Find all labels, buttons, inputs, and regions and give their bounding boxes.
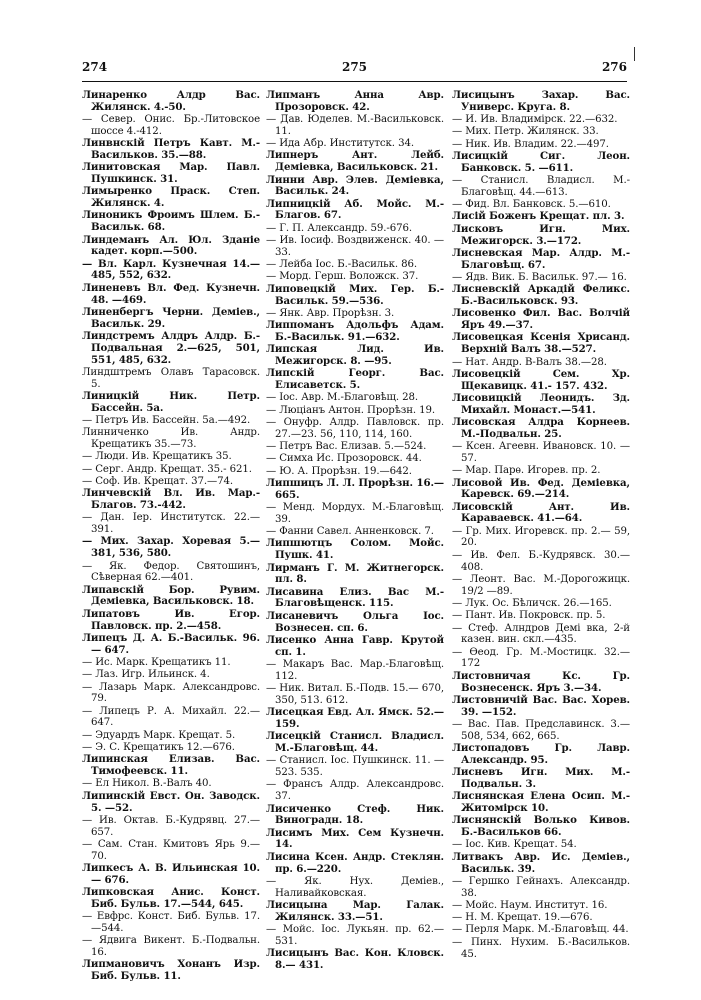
directory-entry: — Мойс. Іос. Лукьян. пр. 62.— 531. xyxy=(266,923,444,947)
directory-entry: Лисицынъ Захар. Вас. Универс. Круга. 8. xyxy=(452,90,630,113)
directory-entry: — Гр. Мих. Игоревск. пр. 2.— 59, 20. xyxy=(452,525,630,549)
directory-entry: — Серг. Андр. Крещат. 35.- 621. xyxy=(82,463,252,475)
directory-entry: — Як. Нух. Деміев., Наливайковская. xyxy=(266,875,444,899)
directory-entry: Липецъ Д. А. Б.-Васильк. 96.— 647. xyxy=(82,631,260,656)
directory-entry: — Люціанъ Антон. Прорѣзн. 19. xyxy=(266,404,436,416)
directory-entry: Линвнскій Петръ Кавт. М.-Васильков. 35.—88. xyxy=(82,137,260,161)
directory-entry: Линни Авр. Элев. Деміевка, Васильк. 24. xyxy=(266,173,444,198)
directory-entry: Листовничій Вас. Вас. Хорев. 39. —152. xyxy=(452,693,630,718)
directory-entry: — Симха Ис. Прозоровск. 44. xyxy=(266,453,422,465)
directory-entry: Лисневская Мар. Алдр. М.-Благовѣщ. 67. xyxy=(452,246,630,271)
directory-entry: — Ксен. Агеевн. Ивановск. 10. —57. xyxy=(452,441,630,464)
directory-entry: — Идa Абр. Институтск. 34. xyxy=(266,138,414,150)
directory-entry: Лисаневичъ Ольга Іос. Вознесен. сп. 6. xyxy=(266,609,444,634)
margin-mark xyxy=(634,47,635,61)
directory-entry: — Франсъ Алдр. Александровс. 37. xyxy=(266,779,444,803)
directory-entry: Лисицына Мар. Галак. Жилянск. 33.—51. xyxy=(266,898,444,923)
directory-entry: — Станисл. Іос. Пушкинск. 11. —523. 535. xyxy=(266,755,444,779)
directory-entry: — Вл. Карл. Кузнечная 14.—485, 552, 632. xyxy=(82,257,260,282)
directory-entry: Лисицынъ Вас. Кон. Кловск. 8.— 431. xyxy=(266,947,444,971)
directory-entry: — Ник. Ив. Владим. 22.—497. xyxy=(452,138,609,150)
directory-entry: Линдштремъ Олавъ Тарасовск. 5. xyxy=(82,366,260,390)
directory-entry: — Сам. Стан. Кмитовъ Ярь 9.— 70. xyxy=(82,838,260,862)
directory-entry: Липавскій Бор. Рувим. Деміевка, Васильковск. 18. xyxy=(82,583,260,608)
directory-entry: Линниченко Ив. Андр. Крещатикъ 35.—73. xyxy=(82,427,260,451)
page-number-right: 276 xyxy=(601,60,627,74)
directory-entry: Лисій Боженъ Крещат. пл. 3. xyxy=(452,210,625,223)
directory-entry: Липманъ Анна Авр. Прозоровск. 42. xyxy=(266,90,444,113)
directory-entry: Лисавина Елиз. Вас М.-Благовѣщенск. 115. xyxy=(266,585,444,610)
directory-entry: Лисовецкій Сем. Хр. Щекавицк. 41.- 157. 432. xyxy=(452,367,630,392)
directory-entry: — Соф. Ив. Крещат. 37.—74. xyxy=(82,476,233,487)
directory-entry: — Ѳеод. Гр. М.-Мостицк. 32.— 172 xyxy=(452,646,630,670)
directory-entry: Линенбергъ Черни. Деміев., Васильк. 29. xyxy=(82,305,260,330)
directory-entry: — Менд. Мордух. М.-Благовѣщ. 39. xyxy=(266,502,444,525)
directory-entry: — Г. П. Александр. 59.-676. xyxy=(266,222,413,234)
directory-entry: — Як. Федор. Святошинъ, Сѣверная 62.—401. xyxy=(82,560,260,584)
directory-entry: — Э. С. Крещатикъ 12.—676. xyxy=(82,742,235,754)
directory-entry: Липшицъ Л. Л. Прорѣзн. 16.— 665. xyxy=(266,477,444,501)
header-rule xyxy=(82,81,627,82)
directory-entry: — Мар. Парѳ. Игорев. пр. 2. xyxy=(452,465,601,477)
page-number-left: 274 xyxy=(82,60,108,74)
directory-entry: — Люди. Ив. Крещатикъ 35. xyxy=(82,451,232,463)
directory-entry: — Перля Марк. М.-Благовѣщ. 44. xyxy=(452,924,629,936)
directory-entry: — Лазарь Марк. Александровс. 79. xyxy=(82,681,260,705)
directory-entry: — Ив. Фел. Б.-Кудрявск. 30.— 408. xyxy=(452,549,630,573)
directory-entry: — Іос. Авр. М.-Благовѣщ. 28. xyxy=(266,392,419,404)
directory-entry: — Фид. Вл. Банковск. 5.—610. xyxy=(452,199,611,211)
directory-entry: Лисовская Алдра Корнеев. М.-Подвальн. 25. xyxy=(452,416,630,440)
directory-entry: — Мойс. Наум. Институт. 16. xyxy=(452,899,608,911)
directory-entry: — Мих. Захар. Хоревая 5.— 381, 536, 580. xyxy=(82,535,260,560)
directory-entry: Липинская Елизав. Вас. Тимофеевск. 11. xyxy=(82,753,260,778)
page-number-center: 275 xyxy=(341,60,368,74)
directory-entry: Лисенко Анна Гавр. Крутой сп. 1. xyxy=(266,633,444,658)
directory-entry: — Гершко Гейнахъ. Александр. 38. xyxy=(452,875,630,899)
directory-entry: Линеневъ Вл. Фед. Кузнечн. 48. —469. xyxy=(82,281,260,306)
directory-entry: Литвакъ Авр. Ис. Деміев., Васильк. 39. xyxy=(452,850,630,875)
directory-entry: — Мих. Петр. Жилянск. 33. xyxy=(452,126,599,138)
directory-entry: Лисовой Ив. Фед. Деміевка, Каревск. 69.—214. xyxy=(452,476,630,501)
directory-entry: Лисиченко Стеф. Ник. Виноградн. 18. xyxy=(266,802,444,827)
directory-entry: Лисимъ Мих. Сем Кузнечн. 14. xyxy=(266,826,444,851)
directory-entry: Лимыренко Праск. Степ. Жилянск. 4. xyxy=(82,185,260,210)
directory-entry: — Евфрс. Конст. Биб. Бульв. 17. —544. xyxy=(82,911,260,934)
directory-entry: Лисецкій Станисл. Владисл. М.-Благовѣщ. 44. xyxy=(266,730,444,755)
directory-entry: — Іос. Кив. Крещат. 54. xyxy=(452,839,577,851)
directory-entry: Линчевскій Вл. Ив. Мар.-Благов. 73.-442. xyxy=(82,487,260,512)
directory-entry: — Лейба Іос. Б.-Васильк. 86. xyxy=(266,259,418,271)
directory-entry: Линицкій Ник. Петр. Бассейн. 5а. xyxy=(82,389,260,414)
directory-entry: — Ядвига Викент. Б.-Подвальн. 16. xyxy=(82,935,260,959)
directory-entry: — Н. М. Крещат. 19.—676. xyxy=(452,912,593,924)
directory-entry: — Ив. Іосиф. Воздвиженск. 40. —33. xyxy=(266,235,444,258)
directory-entry: — И. Ив. Владимірск. 22.—632. xyxy=(452,114,618,126)
directory-entry: Лисовенко Фил. Вас. Волчій Яръ 49.—37. xyxy=(452,307,630,332)
directory-entry: Линаренко Алдр Вас. Жилянск. 4.-50. xyxy=(82,90,260,113)
directory-entry: — Ив. Октав. Б.-Кудрявц. 27.— 657. xyxy=(82,814,260,838)
directory-entry: Лирманъ Г. М. Житнегорск. пл. 8. xyxy=(266,561,444,586)
directory-entry: — Морд. Герш. Воложск. 37. xyxy=(266,271,419,283)
directory-entry: Липская Лид. Ив. Межигорск. 8. —95. xyxy=(266,343,444,368)
directory-entry: Лисневскій Аркадій Феликс. Б.-Васильковск. 93. xyxy=(452,283,630,308)
directory-entry: — Ю. А. Прорѣзн. 19.—642. xyxy=(266,465,412,477)
directory-entry: — Пинх. Нухим. Б.-Васильков. 45. xyxy=(452,936,630,960)
directory-entry: Лисовицкій Леонидъ. Зд. Михайл. Монаст.—541. xyxy=(452,391,630,416)
directory-entry: — Пант. Ив. Покровск. пр. 5. xyxy=(452,610,606,622)
column-right xyxy=(452,90,630,990)
directory-entry: — Дав. Юделев. М.-Васильковск. 11. xyxy=(266,114,444,137)
directory-entry: — Нат. Андр. В-Валъ 38.—28. xyxy=(452,356,607,368)
directory-columns xyxy=(82,90,630,990)
directory-entry: — Янк. Авр. Прорѣзн. 3. xyxy=(266,307,395,319)
directory-entry: — Стеф. Алндров Демі вка, 2-й казен. вин. скл.—435. xyxy=(452,622,630,646)
directory-entry: Лисецкая Евд. Ал. Ямск. 52.— 159. xyxy=(266,706,444,730)
directory-entry: Лисина Ксен. Андр. Стеклян. пр. 6.—220. xyxy=(266,850,444,875)
directory-entry: Липатовъ Ив. Егор. Павловск. пр. 2.—458. xyxy=(82,607,260,632)
directory-entry: Линдеманъ Ал. Юл. Зданіе кадет. корп.—500. xyxy=(82,233,260,258)
directory-entry: — Петръ Вас. Елизав. 5.—524. xyxy=(266,441,427,453)
directory-entry: — Фанни Савел. Анненковск. 7. xyxy=(266,526,434,538)
directory-entry: Лиснянская Елена Осип. М.-Житомірск 10. xyxy=(452,790,630,815)
directory-entry: Липовецкій Мих. Гер. Б.-Васильк. 59.—536. xyxy=(266,282,444,307)
directory-entry: — Станисл. Владисл. М.-Благовѣщ. 44.—613. xyxy=(452,175,630,198)
directory-entry: — Ел Никол. В.-Валъ 40. xyxy=(82,778,212,790)
directory-entry: — Лаз. Игр. Ильинск. 4. xyxy=(82,669,210,681)
directory-entry: — Эдуардъ Марк. Крещат. 5. xyxy=(82,729,236,741)
directory-entry: Липшютцъ Солом. Мойс. Пушк. 41. xyxy=(266,537,444,562)
directory-entry: — Лук. Ос. Бѣличск. 26.—165. xyxy=(452,597,612,609)
directory-entry: Липмановичъ Хонанъ Изр. Биб. Бульв. 11. xyxy=(82,958,260,983)
directory-entry: Листовничая Кс. Гр. Вознесенск. Яръ 3.—34. xyxy=(452,669,630,694)
directory-entry: Линитовская Мар. Павл. Пушкинск. 31. xyxy=(82,161,260,186)
directory-entry: — Ник. Витал. Б.-Подв. 15.— 670, 350, 513. 612. xyxy=(266,683,444,706)
directory-entry: Листопадовъ Гр. Лавр. Александр. 95. xyxy=(452,742,630,766)
column-left xyxy=(82,90,260,990)
directory-entry: — Ядв. Вик. Б. Васильк. 97.— 16. xyxy=(452,271,627,283)
directory-entry: Лисицкій Сиг. Леон. Банковск. 5. —611. xyxy=(452,149,630,174)
directory-entry: — Макаръ Вас. Мар.-Благовѣщ. 112. xyxy=(266,658,444,682)
directory-entry: — Ис. Марк. Крещатикъ 11. xyxy=(82,656,231,668)
directory-entry: — Вас. Пав. Предславинск. 3.— 508, 534, 662, 665. xyxy=(452,718,630,742)
directory-entry: Лиснянскій Волько Кивов. Б.-Васильков 66. xyxy=(452,814,630,839)
directory-entry: Лисневъ Игн. Мих. М.-Подвальн. 3. xyxy=(452,766,630,790)
directory-entry: Липницкій Аб. Мойс. М.-Благов. 67. xyxy=(266,197,444,222)
directory-entry: Липкесъ А. В. Ильинская 10.— 676. xyxy=(82,862,260,886)
directory-entry: Линоникъ Фроимъ Шлем. Б.-Васильк. 68. xyxy=(82,209,260,234)
page-header xyxy=(82,60,627,78)
directory-entry: — Петръ Ив. Бассейн. 5а.—492. xyxy=(82,415,251,427)
directory-entry: Липнеръ Ант. Лейб. Деміевка, Васильковск. 21. xyxy=(266,149,444,174)
directory-entry: — Дан. Іер. Институтск. 22.— 391. xyxy=(82,512,260,536)
column-center xyxy=(266,90,444,990)
directory-entry: Липинскій Евст. Он. Заводск. 5. —52. xyxy=(82,789,260,814)
directory-entry: Липпоманъ Адольфъ Адам. Б.-Васильк. 91.—632. xyxy=(266,319,444,343)
directory-entry: Лисковъ Игн. Мих. Межигорск. 3.—172. xyxy=(452,222,630,247)
directory-entry: Линдстремъ Алдръ Алдр. Б.-Подвальная 2.—625, 501, 551, 485, 632. xyxy=(82,329,260,366)
directory-entry: — Онуфр. Алдр. Павловск. пр. 27.—23. 56, 110, 114, 160. xyxy=(266,417,444,440)
directory-entry: Лисовецкая Ксенія Хрисанд. Верхній Валъ 38.—527. xyxy=(452,331,630,356)
directory-entry: Липковская Анис. Конст. Биб. Бульв. 17.—544, 645. xyxy=(82,886,260,910)
directory-entry: — Леонт. Вас. М.-Дорогожицк. 19/2 —89. xyxy=(452,573,630,597)
directory-entry: Липскій Георг. Вас. Елисаветск. 5. xyxy=(266,367,444,392)
directory-entry: — Север. Онис. Бр.-Литовское шоссе 4.-412. xyxy=(82,114,260,137)
directory-entry: — Липецъ Р. А. Михайл. 22.— 647. xyxy=(82,705,260,729)
directory-entry: Лисовскій Ант. Ив. Караваевск. 41.—64. xyxy=(452,500,630,525)
